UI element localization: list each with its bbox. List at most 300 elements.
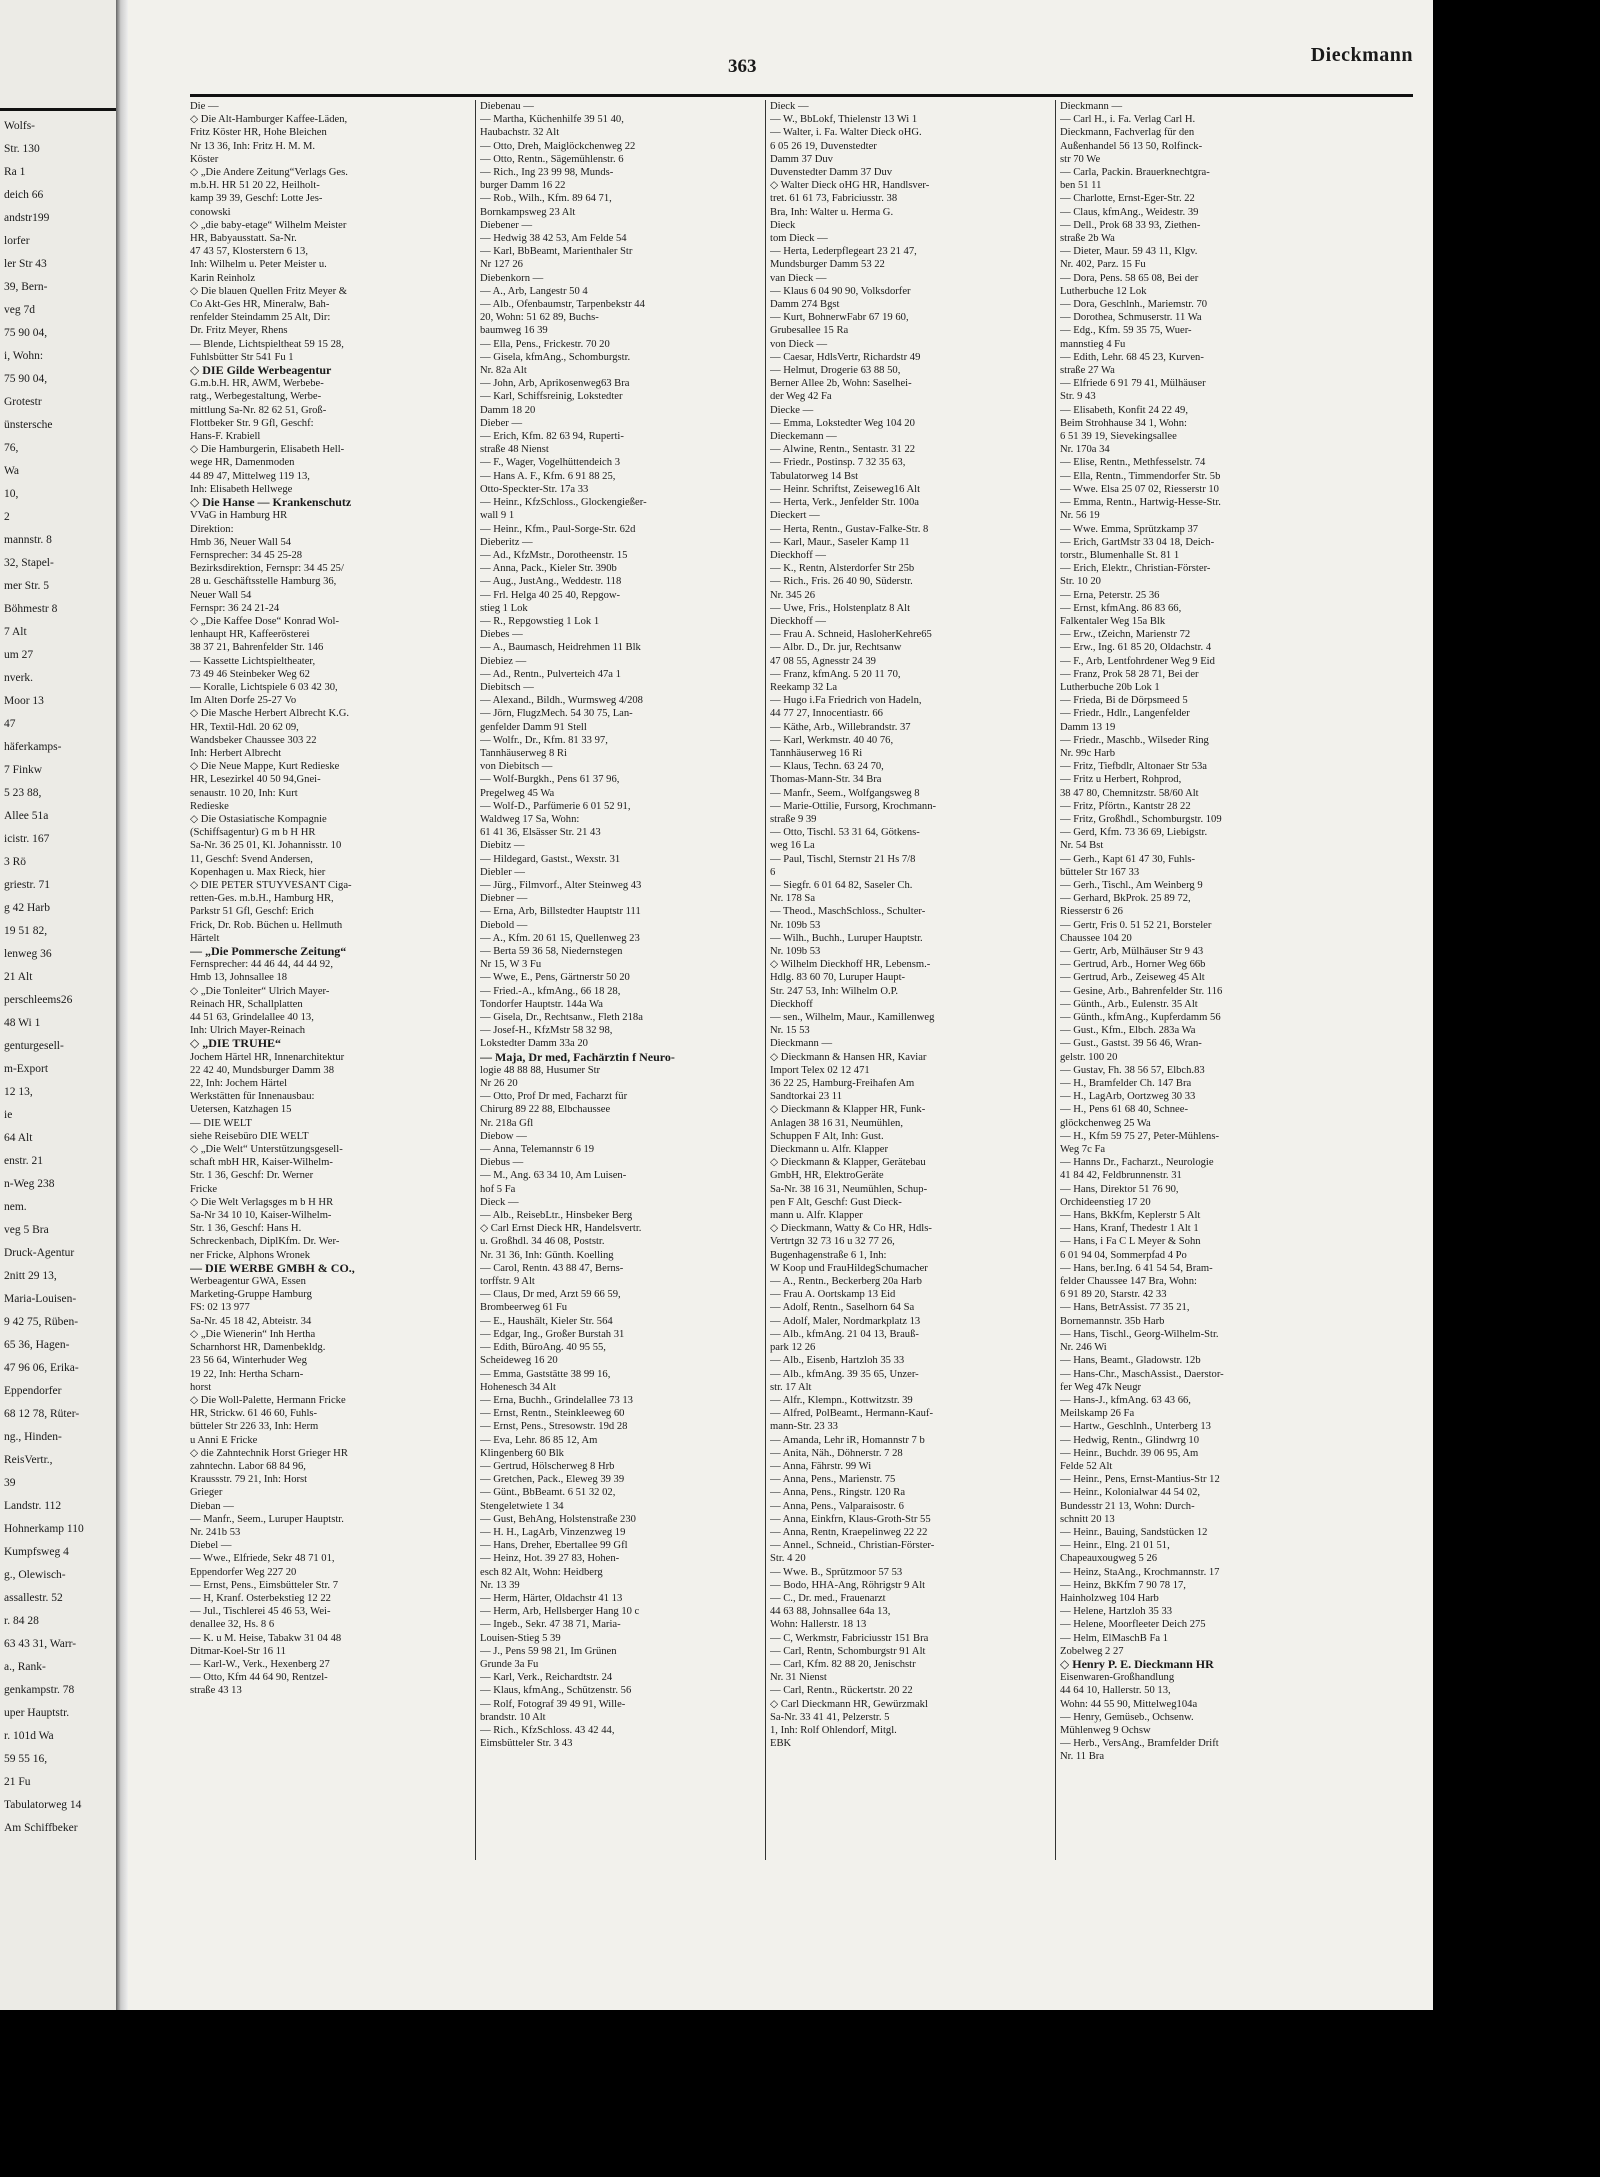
previous-page-line-fragment: nverk. (4, 672, 34, 684)
previous-page-line-fragment: lorfer (4, 235, 30, 247)
directory-entry-line: — A., Rentn., Beckerberg 20a Harb (770, 1276, 922, 1288)
directory-entry-line: — Claus, kfmAng., Weidestr. 39 (1060, 206, 1199, 218)
directory-entry-line: Reekamp 32 La (770, 681, 838, 693)
directory-entry-line: Sandtorkai 23 11 (770, 1091, 842, 1103)
directory-entry-line: Dieckmann — (1060, 101, 1123, 112)
directory-entry-line: — Wilh., Buchh., Luruper Hauptstr. (770, 932, 923, 944)
previous-page-line-fragment: perschleems26 (4, 994, 73, 1006)
directory-entry-line: wall 9 1 (480, 510, 515, 522)
directory-entry-line: Wohn: 44 55 90, Mittelweg104a (1060, 1698, 1198, 1710)
directory-entry-line: HR, Strickw. 61 46 60, Fuhls- (190, 1408, 318, 1420)
directory-entry-line: 44 51 63, Grindelallee 40 13, (190, 1012, 314, 1024)
directory-entry-line: Fernspr: 36 24 21-24 (190, 602, 280, 614)
directory-entry-line: — Heinr., Buchdr. 39 06 95, Am (1060, 1447, 1199, 1459)
directory-entry-line: — Amanda, Lehr iR, Homannstr 7 b (770, 1434, 925, 1446)
directory-entry-line: Nr. 54 Bst (1060, 840, 1104, 852)
directory-entry-line: genfelder Damm 91 Stell (480, 721, 587, 733)
directory-entry-line: Diecke — (770, 404, 814, 416)
previous-page-line-fragment: griestr. 71 (4, 879, 50, 891)
directory-entry-line: van Dieck — (770, 272, 827, 284)
directory-entry-line: Sa-Nr. 36 25 01, Kl. Johannisstr. 10 (190, 840, 342, 852)
directory-entry-line: ◇ Die blauen Quellen Fritz Meyer & (190, 285, 348, 297)
directory-entry-line: Co Akt-Ges HR, Mineralw, Bah- (190, 299, 330, 311)
directory-entry-line: Direktion: (190, 523, 234, 535)
directory-entry-line: — Gerh., Tischl., Am Weinberg 9 (1060, 879, 1203, 891)
directory-entry-line: — Anita, Näh., Döhnerstr. 7 28 (770, 1447, 903, 1459)
directory-entry-line: — Emma, Rentn., Hartwig-Hesse-Str. (1060, 497, 1221, 509)
directory-entry-line: — Adolf, Rentn., Saselhorn 64 Sa (770, 1302, 915, 1314)
directory-entry-line: — Ad., KfzMstr., Dorotheenstr. 15 (480, 549, 628, 561)
directory-entry-line: — Anna, Telemannstr 6 19 (480, 1144, 595, 1156)
directory-entry-line: — Koralle, Lichtspiele 6 03 42 30, (190, 681, 338, 693)
directory-entry-line: Diebitsch — (480, 681, 534, 693)
directory-entry-line: baumweg 16 39 (480, 325, 548, 337)
directory-entry-line: — Theod., MaschSchloss., Schulter- (770, 906, 926, 918)
directory-entry-line: — K., Rentn, Alsterdorfer Str 25b (770, 563, 915, 575)
directory-entry-line: Str. 247 53, Inh: Wilhelm O.P. (770, 985, 898, 997)
previous-page-line-fragment: 2nitt 29 13, (4, 1270, 57, 1282)
directory-entry-line: Werkstätten für Innenausbau: (190, 1091, 315, 1103)
directory-entry-line: — Gisela, Dr., Rechtsanw., Fleth 218a (480, 1012, 643, 1024)
directory-entry-line: 44 89 47, Mittelweg 119 13, (190, 470, 310, 482)
directory-entry-line: — Hans-J., kfmAng. 63 43 66, (1060, 1394, 1191, 1406)
directory-entry-line: Diebel — (190, 1540, 232, 1552)
directory-entry-line: G.m.b.H. HR, AWM, Werbebe- (190, 378, 324, 390)
directory-entry-line: Dieck — (480, 1196, 519, 1208)
directory-entry-line: ◇ „die baby-etage“ Wilhelm Meister (190, 219, 347, 231)
directory-entry-line: — Ella, Rentn., Timmendorfer Str. 5b (1060, 470, 1221, 482)
directory-entry-line: Hainholzweg 104 Harb (1060, 1592, 1159, 1604)
directory-entry-line: — Heinr. Schriftst, Zeiseweg16 Alt (770, 483, 921, 495)
directory-entry-line: — Dora, Geschlnh., Mariemstr. 70 (1060, 299, 1208, 311)
directory-entry-line: — Emma, Lokstedter Weg 104 20 (770, 417, 915, 429)
directory-entry-line: u Anni E Fricke (190, 1434, 258, 1446)
directory-entry-line: — Herta, Rentn., Gustav-Falke-Str. 8 (770, 523, 929, 535)
directory-entry-line: Köster (190, 153, 219, 165)
directory-entry-line: — Gertr, Fris 0. 51 52 21, Borsteler (1060, 919, 1212, 931)
previous-page-line-fragment: n-Weg 238 (4, 1178, 55, 1190)
directory-entry-line: ◇ Die Ostasiatische Kompagnie (190, 813, 327, 825)
directory-entry-line: Lutherbuche 12 Lok (1060, 285, 1147, 297)
directory-entry-line: — Hans, BetrAssist. 77 35 21, (1060, 1302, 1190, 1314)
directory-entry-line: Eisenwaren-Großhandlung (1060, 1672, 1175, 1684)
directory-entry-line: Marketing-Gruppe Hamburg (190, 1289, 312, 1301)
directory-entry-line: ◇ Die Welt Verlagsges m b H HR (190, 1196, 334, 1208)
previous-page-line-fragment: 47 96 06, Erika- (4, 1362, 79, 1374)
directory-entry-line: retten-Ges. m.b.H., Hamburg HR, (190, 893, 334, 905)
directory-entry-line: Thomas-Mann-Str. 34 Bra (770, 774, 882, 786)
header-rule (190, 94, 1413, 97)
directory-entry-line: zahntechn. Labor 68 84 96, (190, 1460, 306, 1472)
previous-page-line-fragment: mer Str. 5 (4, 580, 50, 592)
previous-page-line-fragment: 75 90 04, (4, 373, 48, 385)
directory-entry-line: — Adolf, Maler, Nordmarkplatz 13 (770, 1315, 921, 1327)
directory-entry-line: — Heinr., Elng. 21 01 51, (1060, 1540, 1170, 1552)
previous-page-line-fragment: genturgesell- (4, 1040, 64, 1052)
previous-page-line-fragment: g., Olewisch- (4, 1569, 66, 1581)
directory-entry-line: 6 05 26 19, Duvenstedter (770, 140, 877, 152)
directory-entry-line: — Herm, Arb, Hellsberger Hang 10 c (480, 1606, 640, 1618)
directory-entry-line: — Carl, Rentn., Rückertstr. 20 22 (770, 1685, 913, 1697)
directory-entry-line: — Otto, Dreh, Maiglöckchenweg 22 (480, 140, 636, 152)
previous-page-line-fragment: 47 (4, 718, 16, 730)
directory-entry-line: — Edith, Lehr. 68 45 23, Kurven- (1060, 351, 1204, 363)
directory-entry-line: — Alb., kfmAng. 39 35 65, Unzer- (770, 1368, 919, 1380)
directory-entry-line: Inh: Ulrich Mayer-Reinach (190, 1025, 306, 1037)
directory-entry-line: bütteler Str 226 33, Inh: Herm (190, 1421, 319, 1433)
directory-entry-line: — Hans, Dreher, Ebertallee 99 Gfl (480, 1540, 628, 1552)
directory-entry-line: — W., BbLokf, Thielenstr 13 Wi 1 (770, 114, 918, 126)
directory-entry-line: — Rich., Fris. 26 40 90, Süderstr. (770, 576, 913, 588)
directory-entry-line: ben 51 11 (1060, 180, 1102, 192)
directory-entry-line: ◇ „Die Kaffee Dose“ Konrad Wol- (190, 615, 339, 627)
directory-entry-line: — Hans, Tischl., Georg-Wilhelm-Str. (1060, 1328, 1219, 1340)
previous-page-line-fragment: 19 51 82, (4, 925, 48, 937)
directory-entry-line: ◇ Die Woll-Palette, Hermann Fricke (190, 1394, 346, 1406)
directory-entry-line: Dieban — (190, 1500, 234, 1512)
directory-entry-line: Werbeagentur GWA, Essen (190, 1276, 306, 1288)
directory-entry-line: — R., Repgowstieg 1 Lok 1 (480, 615, 600, 627)
directory-entry-line: Hohenesch 34 Alt (480, 1381, 556, 1393)
directory-entry-line: Nr. 13 39 (480, 1579, 520, 1591)
directory-entry-line: Flottbeker Str. 9 Gfl, Geschf: (190, 417, 314, 429)
directory-entry-line: — Käthe, Arb., Willebrandstr. 37 (770, 721, 911, 733)
directory-entry-line: — H, Kranf. Osterbekstieg 12 22 (190, 1592, 331, 1604)
directory-entry-line: straße 27 Wa (1060, 365, 1115, 377)
directory-entry-line: — Erw., tZeichn, Marienstr 72 (1060, 629, 1191, 641)
directory-entry-line: Diebow — (480, 1130, 527, 1142)
directory-entry-line: — Friedr., Postinsp. 7 32 35 63, (770, 457, 906, 469)
directory-entry-line: Nr. 82a Alt (480, 365, 527, 377)
previous-page-line-fragment: ünstersche (4, 419, 53, 431)
directory-entry-line: Diebler — (480, 866, 526, 878)
directory-entry-line: — Günth., kfmAng., Kupferdamm 56 (1060, 1012, 1221, 1024)
directory-entry-line: — Erna, Peterstr. 25 36 (1060, 589, 1160, 601)
directory-entry-line: — Alb., kfmAng. 21 04 13, Brauß- (770, 1328, 919, 1340)
previous-page-line-fragment: i, Wohn: (4, 350, 44, 362)
directory-entry-line: Dr. Fritz Meyer, Rhens (190, 325, 288, 337)
directory-entry-line: Weg 7c Fa (1060, 1144, 1106, 1156)
directory-entry-line: Inh: Elisabeth Hellwege (190, 483, 293, 495)
directory-entry-line: Tabulatorweg 14 Bst (770, 470, 859, 482)
previous-page-line-fragment: 59 55 16, (4, 1753, 48, 1765)
directory-entry-line: — Heinz, BkKfm 7 90 78 17, (1060, 1579, 1186, 1591)
directory-entry-line: — Anna, Fährstr. 99 Wi (770, 1460, 872, 1472)
directory-entry-line: Vertrtgn 32 73 16 u 32 77 26, (770, 1236, 895, 1248)
directory-entry-line: — Edgar, Ing., Großer Burstah 31 (480, 1328, 625, 1340)
directory-entry-line: — Wwe. Emma, Sprützkamp 37 (1060, 523, 1199, 535)
directory-column-1 (190, 100, 468, 1860)
directory-entry-line: — Gertrud, Hölscherweg 8 Hrb (480, 1460, 615, 1472)
directory-entry-line: Riesserstr 6 26 (1060, 906, 1123, 918)
directory-entry-line: — H., LagArb, Oortzweg 30 33 (1060, 1091, 1196, 1103)
directory-entry-line: schaft mbH HR, Kaiser-Wilhelm- (190, 1157, 333, 1169)
directory-entry-line: Nr. 109b 53 (770, 946, 821, 957)
directory-entry-line: ◇ DIE PETER STUYVESANT Ciga- (190, 879, 352, 891)
directory-entry-line: Haubachstr. 32 Alt (480, 127, 560, 139)
directory-entry-line: Str. 9 43 (1060, 391, 1096, 403)
previous-page-line-fragment: Wa (4, 465, 20, 477)
directory-entry-line: Beim Strohhause 34 1, Wohn: (1060, 417, 1187, 429)
directory-entry-line: Nr 13 36, Inh: Fritz H. M. M. (190, 140, 316, 152)
directory-entry-line: — Hedwig 38 42 53, Am Felde 54 (480, 233, 627, 245)
directory-entry-line: — Bodo, HHA-Ang, Röhrigstr 9 Alt (770, 1579, 926, 1591)
directory-entry-line: Fernsprecher: 34 45 25-28 (190, 549, 303, 561)
directory-entry-line: ◇ „Die Welt“ Unterstützungsgesell- (190, 1144, 343, 1156)
previous-page-line-fragment: r. 84 28 (4, 1615, 39, 1627)
directory-entry-line: — Gisela, kfmAng., Schomburgstr. (480, 351, 631, 363)
directory-entry-line: gelstr. 100 20 (1060, 1051, 1118, 1063)
directory-entry-line: fer Weg 47k Neugr (1060, 1381, 1142, 1393)
directory-entry-line: Außenhandel 56 13 50, Rolfinck- (1060, 140, 1203, 152)
directory-column-4 (1060, 100, 1338, 1860)
directory-entry-line: logie 48 88 88, Husumer Str (480, 1064, 601, 1076)
directory-entry-line: — Carl, Kfm. 82 88 20, Jenischstr (770, 1658, 916, 1670)
directory-entry-line: — Dieter, Maur. 59 43 11, Klgv. (1060, 246, 1198, 258)
directory-entry-line: — Wwe. Elsa 25 07 02, Riesserstr 10 (1060, 483, 1219, 495)
directory-entry-line: — Erna, Arb, Billstedter Hauptstr 111 (480, 906, 641, 918)
previous-page-line-fragment: 3 Rö (4, 856, 27, 868)
directory-entry-line: 6 91 89 20, Starstr. 42 33 (1060, 1289, 1167, 1301)
directory-entry-line: — Günt., BbBeamt. 6 51 32 02, (480, 1487, 616, 1499)
previous-page-line-fragment: Ra 1 (4, 166, 26, 178)
previous-page-line-fragment: 68 12 78, Rüter- (4, 1408, 80, 1420)
directory-entry-line: — Albr. D., Dr. jur, Rechtsanw (770, 642, 902, 654)
directory-entry-line: — Ella, Pens., Frickestr. 70 20 (480, 338, 610, 350)
previous-page-line-fragment: 21 Alt (4, 971, 33, 983)
directory-entry-line: Dieckhoff (770, 998, 813, 1010)
previous-page-line-fragment: 63 43 31, Warr- (4, 1638, 77, 1650)
directory-entry-line: 41 84 42, Feldbrunnenstr. 31 (1060, 1170, 1182, 1182)
directory-entry-line: torffstr. 9 Alt (480, 1276, 535, 1288)
directory-entry-line: — F., Wager, Vogelhüttendeich 3 (480, 457, 620, 469)
directory-entry-line: — Rich., KfzSchloss. 43 42 44, (480, 1724, 615, 1736)
directory-entry-line: Bra, Inh: Walter u. Herma G. (770, 206, 894, 218)
directory-entry-line: ratg., Werbegestaltung, Werbe- (190, 391, 322, 403)
previous-page-line-fragment: g 42 Harb (4, 902, 50, 914)
directory-entry-line: Schreckenbach, DiplKfm. Dr. Wer- (190, 1236, 340, 1248)
directory-entry-line: — A., Baumasch, Heidrehmen 11 Blk (480, 642, 641, 654)
directory-entry-line: — Ingeb., Sekr. 47 38 71, Maria- (480, 1619, 621, 1631)
directory-entry-line: — Karl, BbBeamt, Marienthaler Str (480, 246, 633, 258)
directory-entry-line: stieg 1 Lok (480, 602, 528, 614)
directory-entry-line: weg 16 La (770, 840, 815, 852)
directory-entry-line: — Herta, Verk., Jenfelder Str. 100a (770, 497, 919, 509)
directory-entry-line: Dieckmann — (770, 1038, 833, 1050)
directory-entry-line: — Wwe., Elfriede, Sekr 48 71 01, (190, 1553, 335, 1565)
directory-entry-line: Bornemannstr. 35b Harb (1060, 1315, 1165, 1327)
directory-entry-line: — Erw., Ing. 61 85 20, Oldachstr. 4 (1060, 642, 1212, 654)
directory-entry-line: Sa-Nr. 33 41 41, Pelzerstr. 5 (770, 1711, 890, 1723)
previous-page-line-fragment: ie (4, 1109, 13, 1121)
directory-entry-line: — Maja, Dr med, Fachärztin f Neuro- (480, 1050, 675, 1064)
directory-entry-line: Nr. 402, Parz. 15 Fu (1060, 259, 1146, 271)
directory-entry-line: Nr 15, W 3 Fu (480, 959, 542, 971)
directory-entry-line: — Otto, Tischl. 53 31 64, Götkens- (770, 827, 920, 839)
directory-entry-line: 6 (770, 866, 776, 878)
directory-entry-line: Härtelt (190, 932, 220, 944)
directory-entry-line: Kopenhagen u. Max Rieck, hier (190, 866, 326, 878)
directory-entry-line: — Herta, Lederpflegeart 23 21 47, (770, 246, 917, 258)
directory-entry-line: Stengeletwiete 1 34 (480, 1500, 564, 1512)
directory-entry-line: Scharnhorst HR, Damenbekldg. (190, 1342, 326, 1354)
previous-page-line-fragment: assallestr. 52 (4, 1592, 63, 1604)
previous-page-line-fragment: Grotestr (4, 396, 42, 408)
previous-page-header-rule (0, 108, 116, 111)
directory-entry-line: ◇ Die Alt-Hamburger Kaffee-Läden, (190, 114, 348, 126)
directory-entry-line: ◇ Carl Ernst Dieck HR, Handelsvertr. (480, 1223, 642, 1235)
directory-entry-line: Sa-Nr 34 10 10, Kaiser-Wilhelm- (190, 1210, 332, 1222)
directory-entry-line: — „Die Pommersche Zeitung“ (190, 945, 347, 958)
directory-entry-line: — Günth., Arb., Eulenstr. 35 Alt (1060, 998, 1198, 1010)
previous-page-line-fragment: Landstr. 112 (4, 1500, 62, 1512)
previous-page-line-fragment: enstr. 21 (4, 1155, 43, 1167)
directory-entry-line: mann-Str. 23 33 (770, 1421, 838, 1433)
directory-entry-line: HR, Textil-Hdl. 20 62 09, (190, 721, 299, 733)
directory-entry-line: EBK (770, 1738, 792, 1750)
directory-entry-line: — Hans-Chr., MaschAssist., Daerstor- (1060, 1368, 1224, 1380)
directory-entry-line: Chirurg 89 22 88, Elbchaussee (480, 1104, 611, 1116)
directory-entry-line: felder Chaussee 147 Bra, Wohn: (1060, 1276, 1197, 1288)
directory-entry-line: — Dorothea, Schmuserstr. 11 Wa (1060, 312, 1202, 324)
directory-entry-line: — M., Ang. 63 34 10, Am Luisen- (480, 1170, 627, 1182)
previous-page-line-fragment: 48 Wi 1 (4, 1017, 41, 1029)
directory-entry-line: — Aug., JustAng., Weddestr. 118 (480, 576, 622, 588)
previous-page-line-fragment: uper Hauptstr. (4, 1707, 70, 1719)
previous-page-line-fragment: Druck-Agentur (4, 1247, 75, 1259)
directory-entry-line: Nr. 178 Sa (770, 893, 816, 905)
directory-entry-line: Lokstedter Damm 33a 20 (480, 1038, 588, 1050)
directory-entry-line: — Claus, Dr med, Arzt 59 66 59, (480, 1289, 621, 1301)
directory-entry-line: — Otto, Prof Dr med, Facharzt für (480, 1091, 628, 1103)
directory-entry-line: Str. 1 36, Geschf: Dr. Werner (190, 1170, 314, 1182)
directory-entry-line: GmbH, HR, ElektroGeräte (770, 1170, 884, 1182)
directory-entry-line: — Wolfr., Dr., Kfm. 81 33 97, (480, 734, 608, 746)
directory-entry-line: ◇ Die Hanse — Krankenschutz (190, 496, 352, 510)
directory-entry-line: — Kurt, BohnerwFabr 67 19 60, (770, 312, 909, 324)
previous-page-line-fragment: 75 90 04, (4, 327, 48, 339)
directory-entry-line: Str. 1 36, Geschf: Hans H. (190, 1223, 302, 1235)
directory-entry-line: — Alb., Eisenb, Hartzloh 35 33 (770, 1355, 905, 1367)
directory-entry-line: 11, Geschf: Svend Andersen, (190, 853, 313, 865)
directory-entry-line: — Fried.-A., kfmAng., 66 18 28, (480, 985, 621, 997)
directory-entry-line: 22 42 40, Mundsburger Damm 38 (190, 1064, 334, 1076)
directory-entry-line: 38 47 80, Chemnitzstr. 58/60 Alt (1060, 787, 1199, 799)
directory-entry-line: Nr. 109b 53 (770, 919, 821, 931)
directory-entry-line: Sa-Nr. 38 16 31, Neumühlen, Schup- (770, 1183, 928, 1195)
directory-entry-line: — E., Haushält, Kieler Str. 564 (480, 1315, 613, 1327)
previous-page-line-fragment: deich 66 (4, 189, 44, 201)
previous-page-line-fragment: lenweg 36 (4, 948, 52, 960)
directory-entry-line: — Martha, Küchenhilfe 39 51 40, (480, 114, 624, 126)
directory-entry-line: — Anna, Pack., Kieler Str. 390b (480, 563, 617, 575)
directory-entry-line: — Anna, Pens., Valparaisostr. 6 (770, 1500, 904, 1512)
previous-page-line-fragment: 2 (4, 511, 10, 523)
directory-entry-line: Otto-Speckter-Str. 17a 33 (480, 483, 589, 495)
directory-entry-line: — Charlotte, Ernst-Eger-Str. 22 (1060, 193, 1195, 205)
directory-entry-line: esch 82 Alt, Wohn: Heidberg (480, 1566, 603, 1578)
directory-entry-line: Nr. 241b 53 (190, 1526, 241, 1538)
directory-entry-line: — Hans A. F., Kfm. 6 91 88 25, (480, 470, 616, 482)
directory-column-2 (480, 100, 758, 1860)
directory-entry-line: — Carl, Rentn, Schomburgstr 91 Alt (770, 1645, 926, 1657)
directory-entry-line: Fuhlsbütter Str 541 Fu 1 (190, 351, 294, 363)
directory-entry-line: — Heinr., Kfm., Paul-Sorge-Str. 62d (480, 523, 636, 535)
directory-entry-line: 6 51 39 19, Sievekingsallee (1060, 431, 1177, 443)
directory-entry-line: park 12 26 (770, 1342, 816, 1354)
directory-entry-line: Nr. 99c Harb (1060, 747, 1116, 759)
scan-background (0, 2010, 1600, 2177)
directory-entry-line: FS: 02 13 977 (190, 1302, 250, 1314)
previous-page-line-fragment: Maria-Louisen- (4, 1293, 77, 1305)
directory-entry-line: straße 2b Wa (1060, 233, 1115, 245)
previous-page-line-fragment: Hohnerkamp 110 (4, 1523, 84, 1535)
directory-entry-line: Jochem Härtel HR, Innenarchitektur (190, 1051, 345, 1063)
directory-entry-line: burger Damm 16 22 (480, 180, 566, 192)
previous-page-line-fragment: Allee 51a (4, 810, 49, 822)
directory-entry-line: Kraussstr. 79 21, Inh: Horst (190, 1474, 308, 1486)
directory-entry-line: Nr 26 20 (480, 1078, 518, 1090)
directory-entry-line: — Herb., VersAng., Bramfelder Drift (1060, 1738, 1219, 1750)
directory-entry-line: Dieberitz — (480, 536, 533, 548)
directory-entry-line: — Friedr., Maschb., Wilseder Ring (1060, 734, 1209, 746)
directory-entry-line: Karin Reinholz (190, 272, 256, 284)
directory-entry-line: Tondorfer Hauptstr. 144a Wa (480, 998, 603, 1010)
directory-entry-line: straße 43 13 (190, 1685, 242, 1697)
directory-entry-line: ◇ Walter Dieck oHG HR, Handlsver- (770, 180, 930, 192)
previous-page-line-fragment: Eppendorfer (4, 1385, 62, 1397)
directory-entry-line: ◇ Dieckmann & Hansen HR, Kaviar (770, 1051, 927, 1063)
directory-entry-line: — DIE WERBE GMBH & CO., (190, 1261, 355, 1275)
directory-entry-line: Eppendorfer Weg 227 20 (190, 1566, 297, 1578)
directory-entry-line: — Kassette Lichtspieltheater, (190, 655, 316, 667)
running-head: Dieckmann (1310, 44, 1413, 66)
directory-entry-line: Nr. 56 19 (1060, 510, 1100, 522)
previous-page-line-fragment: m-Export (4, 1063, 49, 1075)
directory-entry-line: HR, Babyausstatt. Sa-Nr. (190, 233, 297, 245)
directory-entry-line: — Ernst, Pens., Eimsbütteler Str. 7 (190, 1579, 339, 1591)
directory-entry-line: Wandsbeker Chaussee 303 22 (190, 734, 317, 746)
directory-entry-line: — Henry, Gemüseb., Ochsenw. (1060, 1711, 1194, 1723)
directory-entry-line: — DIE WELT (190, 1117, 252, 1129)
previous-page-line-fragment: Moor 13 (4, 695, 44, 707)
directory-entry-line: brandstr. 10 Alt (480, 1711, 546, 1723)
directory-entry-line: — Carla, Packin. Brauerknechtgra- (1060, 167, 1210, 179)
directory-entry-line: — K. u M. Heise, Tabakw 31 04 48 (190, 1632, 342, 1644)
directory-entry-line: — J., Pens 59 98 21, Im Grünen (480, 1645, 617, 1657)
directory-entry-line: VVaG in Hamburg HR (190, 510, 288, 522)
directory-entry-line: Falkentaler Weg 15a Blk (1060, 615, 1166, 627)
directory-entry-line: — Jürg., Filmvorf., Alter Steinweg 43 (480, 879, 642, 891)
directory-entry-line: Eimsbütteler Str. 3 43 (480, 1738, 573, 1750)
directory-entry-line: — Hanns Dr., Facharzt., Neurologie (1060, 1157, 1214, 1169)
previous-page-line-fragment: häferkamps- (4, 741, 62, 753)
directory-entry-line: — Helene, Hartzloh 35 33 (1060, 1606, 1173, 1618)
directory-entry-line: — Siegfr. 6 01 64 82, Saseler Ch. (770, 879, 913, 891)
directory-entry-line: — Anna, Pens., Ringstr. 120 Ra (770, 1487, 906, 1499)
directory-entry-line: — Gust., Kfm., Elbch. 283a Wa (1060, 1025, 1196, 1037)
previous-page-line-fragment: 21 Fu (4, 1776, 31, 1788)
directory-entry-line: — Jul., Tischlerei 45 46 53, Wei- (190, 1606, 331, 1618)
directory-entry-line: — Hans, Direktor 51 76 90, (1060, 1183, 1179, 1195)
directory-entry-line: — Karl, Maur., Saseler Kamp 11 (770, 536, 910, 548)
directory-entry-line: der Weg 42 Fa (770, 391, 832, 403)
directory-entry-line: mann u. Alfr. Klapper (770, 1210, 863, 1222)
directory-entry-line: — Gertrud, Arb., Zeiseweg 45 Alt (1060, 972, 1205, 984)
directory-entry-line: Neuer Wall 54 (190, 589, 252, 601)
previous-page-line-fragment: Kumpfsweg 4 (4, 1546, 69, 1558)
directory-entry-line: — Anna, Pens., Marienstr. 75 (770, 1474, 896, 1486)
